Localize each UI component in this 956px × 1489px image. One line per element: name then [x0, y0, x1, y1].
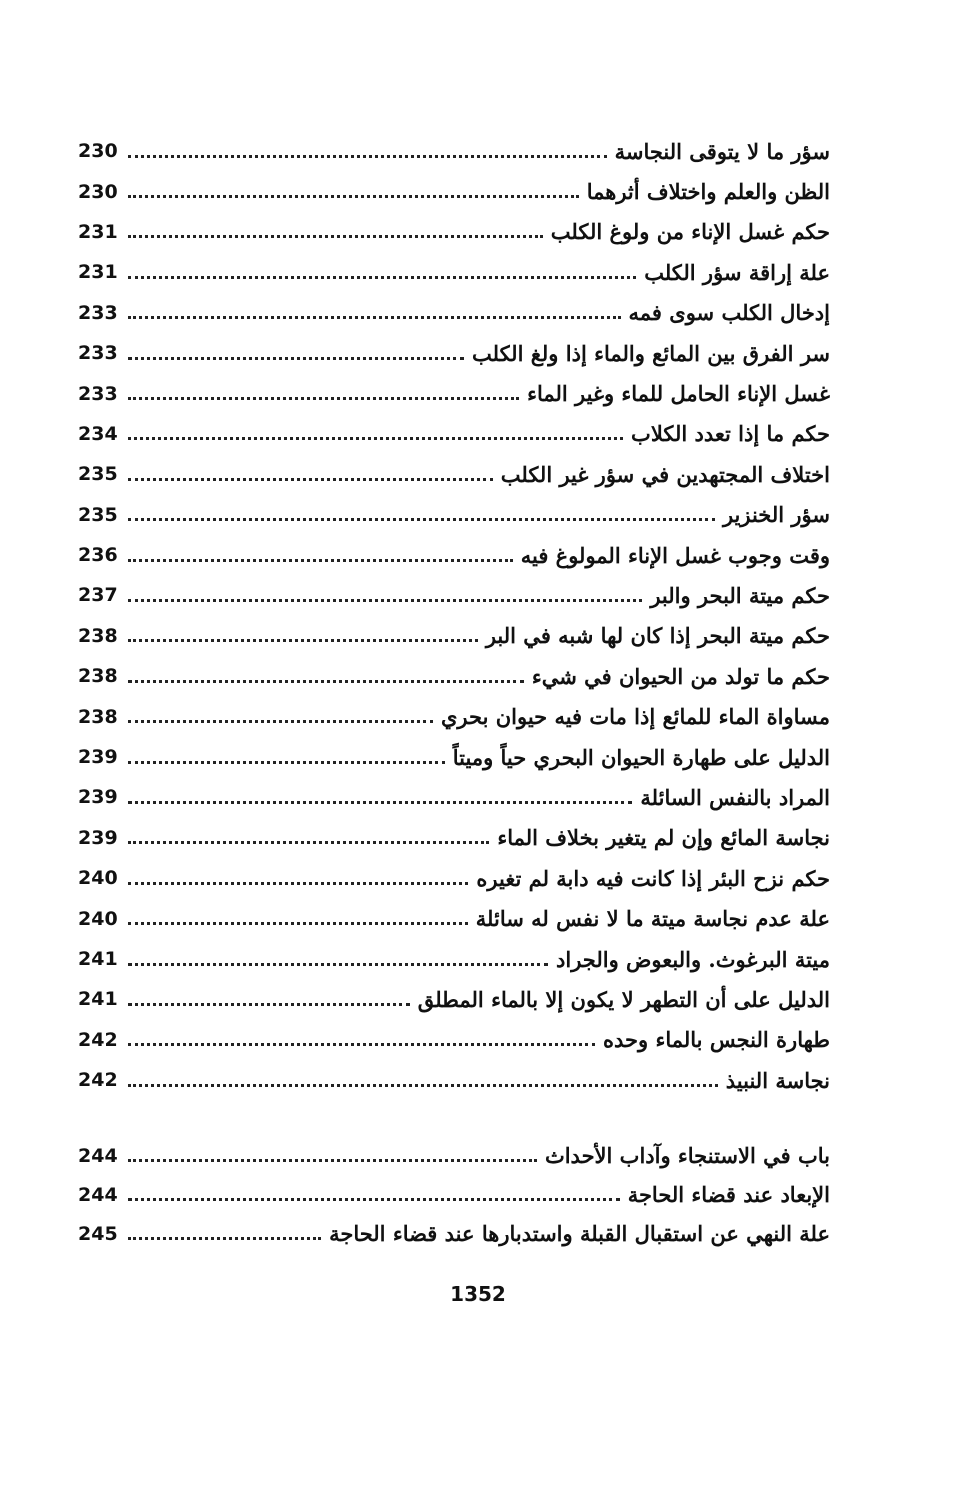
- toc-entry: [78, 939, 830, 979]
- toc-entry: [78, 454, 830, 494]
- toc-entry-page-number: 238: [78, 624, 118, 647]
- toc-entry: [78, 898, 830, 938]
- dot-leader: [128, 841, 489, 844]
- dot-leader: [128, 155, 607, 158]
- dot-leader: [128, 639, 478, 642]
- toc-entry-page-number: 236: [78, 544, 118, 567]
- dot-leader: [128, 518, 715, 521]
- toc-entry-page-number: 238: [78, 665, 118, 688]
- toc-entry-title: سر الفرق بين المائع والماء إذا ولغ الكلب: [472, 340, 830, 366]
- toc-entry: [78, 858, 830, 898]
- toc-entry-title: نجاسة النبيذ: [725, 1067, 830, 1093]
- toc-entry-page-number: 244: [78, 1144, 118, 1167]
- toc-entry: [78, 696, 830, 736]
- dot-leader: [128, 680, 524, 683]
- toc-entry-page-number: 230: [78, 180, 118, 203]
- toc-entry-title: اختلاف المجتهدين في سؤر غير الكلب: [500, 461, 830, 487]
- toc-entry-page-number: 241: [78, 948, 118, 970]
- toc-entry-page-number: 233: [78, 382, 118, 405]
- dot-leader: [128, 276, 636, 279]
- dot-leader: [128, 1198, 620, 1201]
- toc-entry: [78, 495, 830, 535]
- toc-entry-page-number: 239: [78, 746, 118, 769]
- dot-leader: [128, 559, 513, 562]
- toc-entry-title: علة عدم نجاسة ميتة ما لا نفس له سائلة: [475, 906, 830, 932]
- toc-entry: [78, 212, 830, 252]
- toc-entry-title: الإبعاد عند قضاء الحاجة: [627, 1182, 830, 1207]
- dot-leader: [128, 1159, 537, 1162]
- toc-entry-title: غسل الإناء الحامل للماء وغير الماء: [527, 381, 830, 407]
- dot-leader: [128, 397, 519, 400]
- toc-entry-page-number: 234: [78, 422, 118, 445]
- toc-entry: [78, 1060, 830, 1100]
- toc-entry: [78, 1020, 830, 1060]
- toc-entry-page-number: 241: [78, 988, 118, 1011]
- toc-entry: [78, 535, 830, 575]
- dot-leader: [128, 963, 548, 966]
- dot-leader: [128, 1237, 321, 1240]
- toc-entry-page-number: 238: [78, 705, 118, 728]
- toc-entry: [78, 575, 830, 615]
- toc-entry-title: حكم غسل الإناء من ولوغ الكلب: [550, 219, 830, 245]
- toc-entry-page-number: 235: [78, 503, 118, 526]
- toc-entry-title: ميتة البرغوث. والبعوض والجراد: [556, 946, 830, 972]
- dot-leader: [128, 478, 493, 481]
- toc-entry-title: الدليل على أن التطهر لا يكون إلا بالماء المطلق: [417, 986, 830, 1012]
- toc-entry: [78, 1214, 830, 1253]
- toc-entry: [78, 131, 830, 171]
- toc-entry-page-number: 242: [78, 1069, 118, 1092]
- toc-entry-title: طهارة النجس بالماء وحده: [603, 1027, 830, 1053]
- toc-entry-title: باب في الاستنجاء وآداب الأحداث: [544, 1143, 830, 1168]
- toc-entry-title: علة إراقة سؤر الكلب: [644, 259, 830, 285]
- dot-leader: [128, 801, 632, 804]
- dot-leader: [128, 195, 579, 198]
- dot-leader: [128, 437, 623, 440]
- toc-entry-title: مساواة الماء للمائع إذا مات فيه حيوان بحري: [440, 704, 830, 730]
- toc-entry-title: المراد بالنفس السائلة: [640, 784, 830, 810]
- toc-entry-page-number: 231: [78, 261, 118, 284]
- dot-leader: [128, 599, 642, 602]
- toc-entry-page-number: 245: [78, 1222, 118, 1245]
- toc-entry: [78, 818, 830, 858]
- toc-entry-page-number: 233: [78, 301, 118, 324]
- toc-entry: [78, 737, 830, 777]
- toc-entry-page-number: 244: [78, 1183, 118, 1206]
- toc-entry-title: حكم ما تولد من الحيوان في شيء: [531, 663, 830, 689]
- dot-leader: [128, 882, 468, 885]
- toc-entry-page-number: 233: [78, 342, 118, 365]
- dot-leader: [128, 1003, 410, 1006]
- toc-entry: [78, 373, 830, 413]
- toc-entry: [78, 171, 830, 211]
- toc-entry: [78, 1136, 830, 1175]
- toc-entry-title: نجاسة المائع وإن لم يتغير بخلاف الماء: [497, 825, 830, 851]
- toc-entry-title: حكم ميتة البحر إذا كان لها شبه في البر: [485, 623, 830, 649]
- toc-entry-page-number: 239: [78, 786, 118, 809]
- toc-entry: [78, 414, 830, 454]
- toc-entry-page-number: 240: [78, 907, 118, 930]
- toc-entry: [78, 656, 830, 696]
- toc-entry: [78, 293, 830, 333]
- dot-leader: [128, 1043, 595, 1046]
- toc-entry-page-number: 239: [78, 826, 118, 849]
- toc-entry: [78, 777, 830, 817]
- dot-leader: [128, 235, 543, 238]
- toc-entry: [78, 979, 830, 1019]
- toc-entry-page-number: 235: [78, 463, 118, 486]
- toc-entry-page-number: 240: [78, 867, 118, 890]
- table-of-contents-chapter-section: [78, 1136, 830, 1253]
- toc-entry-title: إدخال الكلب سوى فمه: [628, 300, 830, 326]
- dot-leader: [128, 922, 468, 925]
- dot-leader: [128, 720, 433, 723]
- page-number: 1352: [450, 1282, 506, 1306]
- toc-entry-page-number: 231: [78, 220, 118, 243]
- toc-entry-title: الظن والعلم واختلاف أثرهما: [586, 179, 830, 205]
- toc-entry-title: سؤر الخنزير: [722, 502, 830, 528]
- toc-entry-page-number: 230: [78, 140, 118, 163]
- toc-entry: [78, 333, 830, 373]
- toc-entry-title: حكم ما إذا تعدد الكلاب: [631, 421, 830, 447]
- toc-entry-title: حكم ميتة البحر والبر: [650, 582, 830, 608]
- toc-entry-title: سؤر ما لا يتوقى النجاسة: [614, 138, 830, 164]
- toc-entry: [78, 1175, 830, 1214]
- toc-entry-title: الدليل على طهارة الحيوان البحري حياً وميتاً: [452, 744, 830, 770]
- toc-entry: [78, 616, 830, 656]
- table-of-contents: [78, 131, 830, 1100]
- dot-leader: [128, 761, 445, 764]
- toc-entry-page-number: 242: [78, 1028, 118, 1051]
- dot-leader: [128, 1084, 718, 1087]
- toc-entry-title: وقت وجوب غسل الإناء المولوغ فيه: [520, 542, 830, 568]
- toc-entry-title: حكم نزح البئر إذا كانت فيه دابة لم تغيره: [476, 865, 830, 891]
- toc-entry-title: علة النهي عن استقبال القبلة واستدبارها عند قضاء الحاجة: [329, 1221, 830, 1246]
- dot-leader: [128, 357, 464, 360]
- dot-leader: [128, 316, 621, 319]
- toc-entry-page-number: 237: [78, 584, 118, 607]
- toc-entry: [78, 252, 830, 292]
